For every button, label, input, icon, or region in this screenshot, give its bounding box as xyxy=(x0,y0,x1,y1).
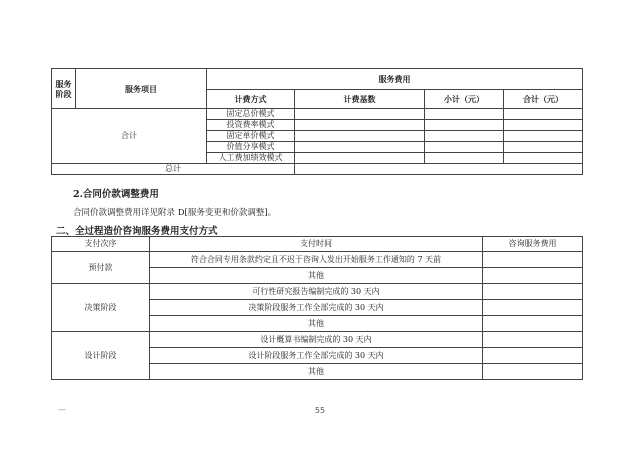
stage-header-text: 服务阶段 xyxy=(55,78,72,99)
footer-mark: — xyxy=(58,405,66,414)
time-cell: 其他 xyxy=(150,364,483,380)
service-fee-table xyxy=(51,68,583,175)
method-cell: 价值分享模式 xyxy=(207,142,295,153)
base-cell xyxy=(295,131,425,142)
section-heading-payment: 二、全过程造价咨询服务费用支付方式 xyxy=(56,226,218,237)
stage-cell-decision: 决策阶段 xyxy=(52,284,150,332)
method-cell: 人工费加绩效模式 xyxy=(207,153,295,164)
grand-total-value xyxy=(295,164,583,175)
total-cell xyxy=(504,120,583,131)
payment-schedule-table xyxy=(51,236,583,380)
total-cell xyxy=(504,109,583,120)
fee-cell xyxy=(483,300,583,316)
stage-cell-design: 设计阶段 xyxy=(52,332,150,380)
col-header-fee: 咨询服务费用 xyxy=(483,237,583,252)
col-header-item: 服务项目 xyxy=(76,69,207,109)
stage-cell-prepayment: 预付款 xyxy=(52,252,150,284)
method-cell: 投资费率模式 xyxy=(207,120,295,131)
base-cell xyxy=(295,142,425,153)
time-cell: 其他 xyxy=(150,268,483,284)
fee-cell xyxy=(483,284,583,300)
base-cell xyxy=(295,153,425,164)
subtotal-cell xyxy=(425,131,504,142)
section-heading-contract-adjustment: 2.合同价款调整费用 xyxy=(73,189,159,200)
col-header-order: 支付次序 xyxy=(52,237,150,252)
fee-cell xyxy=(483,364,583,380)
col-header-fee: 服务费用 xyxy=(207,69,583,90)
fee-cell xyxy=(483,332,583,348)
row-total-label: 合计 xyxy=(52,109,207,164)
fee-cell xyxy=(483,348,583,364)
col-header-time: 支付时间 xyxy=(150,237,483,252)
page-number: 55 xyxy=(314,406,326,415)
time-cell: 可行性研究报告编制完成的 30 天内 xyxy=(150,284,483,300)
total-cell xyxy=(504,131,583,142)
subtotal-cell xyxy=(425,109,504,120)
time-cell: 设计阶段服务工作全部完成的 30 天内 xyxy=(150,348,483,364)
subheader-total: 合计（元） xyxy=(504,90,583,109)
total-cell xyxy=(504,153,583,164)
fee-cell xyxy=(483,268,583,284)
base-cell xyxy=(295,120,425,131)
time-cell: 设计概算书编制完成的 30 天内 xyxy=(150,332,483,348)
grand-total-label: 总计 xyxy=(52,164,295,175)
fee-cell xyxy=(483,316,583,332)
subtotal-cell xyxy=(425,120,504,131)
subtotal-cell xyxy=(425,142,504,153)
time-cell: 其他 xyxy=(150,316,483,332)
method-cell: 固定总价模式 xyxy=(207,109,295,120)
subheader-base: 计费基数 xyxy=(295,90,425,109)
contract-adjustment-text: 合同价款调整费用详见附录 D[服务变更和价款调整]。 xyxy=(73,208,277,218)
subheader-subtotal: 小计（元） xyxy=(425,90,504,109)
base-cell xyxy=(295,109,425,120)
total-cell xyxy=(504,142,583,153)
fee-cell xyxy=(483,252,583,268)
subheader-method: 计费方式 xyxy=(207,90,295,109)
time-cell: 决策阶段服务工作全部完成的 30 天内 xyxy=(150,300,483,316)
col-header-stage xyxy=(52,69,76,109)
time-cell: 符合合同专用条款约定且不迟于咨询人发出开始服务工作通知的 7 天前 xyxy=(150,252,483,268)
subtotal-cell xyxy=(425,153,504,164)
method-cell: 固定单价模式 xyxy=(207,131,295,142)
